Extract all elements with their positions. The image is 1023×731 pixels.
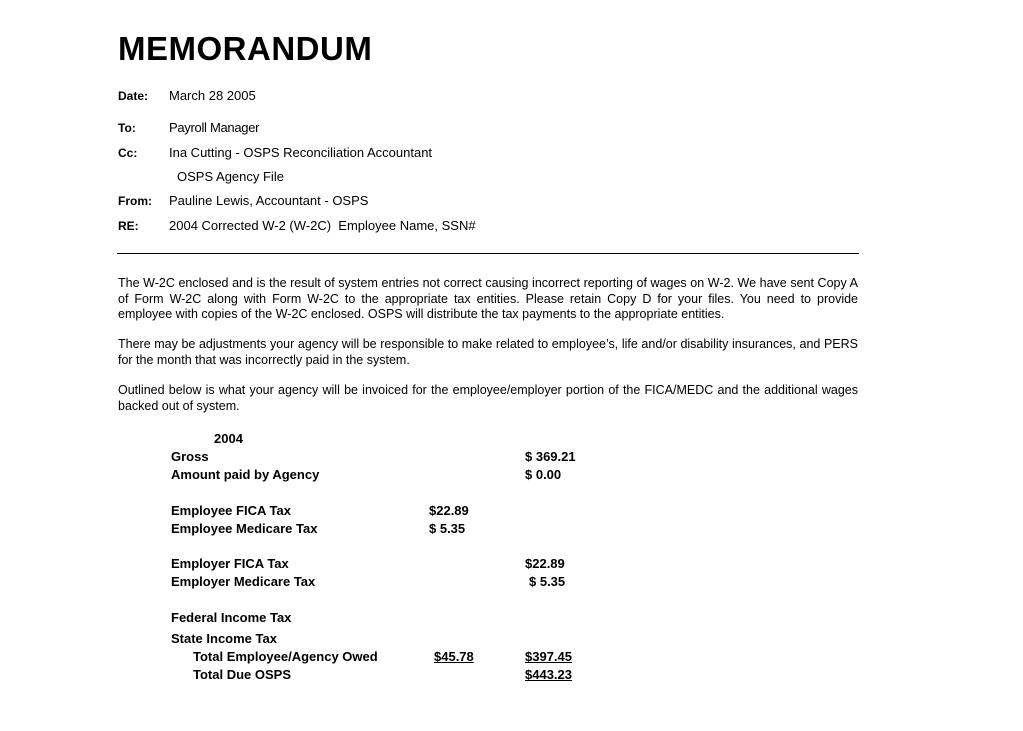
total-due-value: $443.23 [525, 667, 572, 682]
total-owed-label: Total Employee/Agency Owed [193, 649, 378, 664]
cc-value-1: Ina Cutting - OSPS Reconciliation Accountant [169, 145, 433, 160]
date-value: March 28 2005 [169, 88, 256, 103]
body-paragraph-1: The W-2C enclosed and is the result of system entries not correct causing incorrect reporting of wages on W-2. We have sent Copy A of Form W-2C along with Form W-2C to the appropriate tax entities. Please retain Copy D for your files. You need to provide employee with copies of the W-2C enclosed. OSPS will distribute the tax payments to the appropriate entities. [118, 276, 858, 321]
employee-fica-label: Employee FICA Tax [171, 503, 291, 518]
from-label: From: [118, 194, 152, 208]
header-divider [117, 253, 859, 254]
to-value: Payroll Manager [169, 120, 260, 135]
total-owed-agency-value: $397.45 [525, 649, 572, 664]
date-label: Date: [118, 89, 149, 103]
employer-fica-value: $22.89 [525, 556, 565, 571]
employee-medicare-label: Employee Medicare Tax [171, 521, 318, 536]
amount-paid-value: $ 0.00 [525, 467, 562, 482]
state-income-tax-label: State Income Tax [171, 631, 277, 646]
re-value: 2004 Corrected W-2 (W-2C) Employee Name, SSN# [169, 218, 476, 233]
federal-income-tax-label: Federal Income Tax [171, 610, 292, 625]
re-label: RE: [118, 219, 139, 233]
employee-fica-value: $22.89 [429, 503, 469, 518]
body-paragraph-2: There may be adjustments your agency will be responsible to make related to employee’s, life and/or disability insurances, and PERS for the month that was incorrectly paid in the system. [118, 337, 858, 367]
employer-medicare-value: $ 5.35 [529, 574, 566, 589]
total-owed-employee-value: $45.78 [434, 649, 474, 664]
total-due-label: Total Due OSPS [193, 667, 291, 682]
from-value: Pauline Lewis, Accountant - OSPS [169, 193, 369, 208]
year-heading: 2004 [214, 431, 243, 446]
cc-label: Cc: [118, 146, 138, 160]
body-paragraph-3: Outlined below is what your agency will be invoiced for the employee/employer portion of the FICA/MEDC and the additional wages backed out of system. [118, 383, 858, 413]
gross-label: Gross [171, 449, 209, 464]
memo-title: MEMORANDUM [118, 30, 373, 67]
gross-value: $ 369.21 [525, 449, 576, 464]
amount-paid-label: Amount paid by Agency [171, 467, 320, 482]
employer-medicare-label: Employer Medicare Tax [171, 574, 316, 589]
cc-value-2: OSPS Agency File [177, 169, 284, 184]
to-label: To: [118, 121, 136, 135]
employee-medicare-value: $ 5.35 [429, 521, 466, 536]
employer-fica-label: Employer FICA Tax [171, 556, 289, 571]
